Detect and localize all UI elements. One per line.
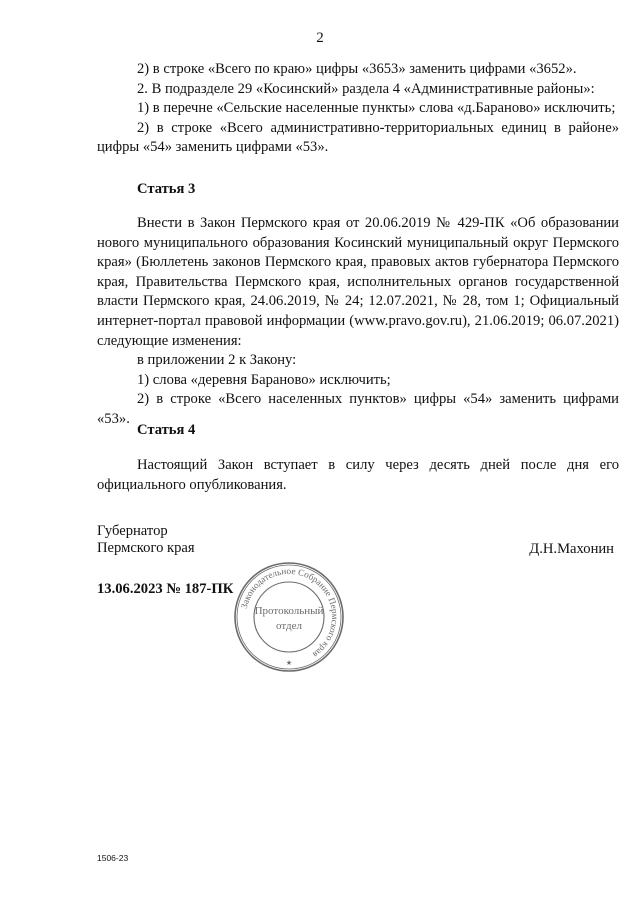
- seal-center-text: отдел: [276, 620, 302, 632]
- paragraph: 2. В подразделе 29 «Косинский» раздела 4 «Административные районы»:: [137, 80, 595, 97]
- seal-center-text: Протокольный: [254, 605, 324, 617]
- paragraph: 2) в строке «Всего по краю» цифры «3653» заменить цифрами «3652».: [137, 61, 577, 77]
- page-number: 2: [316, 30, 324, 46]
- law-date-number: 13.06.2023 № 187-ПК: [97, 581, 234, 597]
- signatory-name: Д.Н.Махонин: [529, 541, 614, 557]
- paragraph: Настоящий Закон вступает в силу через десять дней после дня его официального опубликования.: [97, 457, 619, 493]
- position-line: Губернатор: [97, 523, 168, 539]
- official-seal: [233, 561, 345, 673]
- paragraph: 2) в строке «Всего населенных пунктов» цифры «54» заменить цифрами «53».: [97, 391, 619, 427]
- article-4-title: Статья 4: [137, 422, 196, 438]
- paragraph: 1) в перечне «Сельские населенные пункты» слова «д.Бараново» исключить;: [137, 100, 616, 117]
- signatory-position: [97, 523, 195, 557]
- paragraph: 2) в строке «Всего административно-территориальных единиц в районе» цифры «54» заменить цифрами «53».: [97, 119, 619, 156]
- article-3-body: [97, 214, 619, 430]
- footer-code: 1506-23: [97, 853, 129, 863]
- star-icon: ★: [285, 659, 293, 667]
- article-4-body: [97, 456, 619, 495]
- paragraph: Внести в Закон Пермского края от 20.06.2019 № 429-ПК «Об образовании нового муниципального образования Косинский муниципальный округ Пермского края» (Бюллетень законов Пермского края, правовых актов губернатора Пермского края, Правительства Пермского края, исполнительных органов государственной власти Пермского края, 24.06.2019, № 24; 12.07.2021, № 28, том 1; Официальный интернет-портал правовой информации (www.pravo.gov.ru), 21.06.2019; 06.07.2021) следующие изменения:: [97, 215, 619, 349]
- paragraph: в приложении 2 к Закону:: [137, 352, 297, 369]
- article-3-title: Статья 3: [137, 181, 196, 197]
- seal-ring-text: Законодательное Собрание Пермского края: [238, 565, 341, 660]
- paragraph: 1) слова «деревня Бараново» исключить;: [137, 371, 391, 388]
- position-line: Пермского края: [97, 540, 195, 556]
- amendments-block: [97, 60, 619, 158]
